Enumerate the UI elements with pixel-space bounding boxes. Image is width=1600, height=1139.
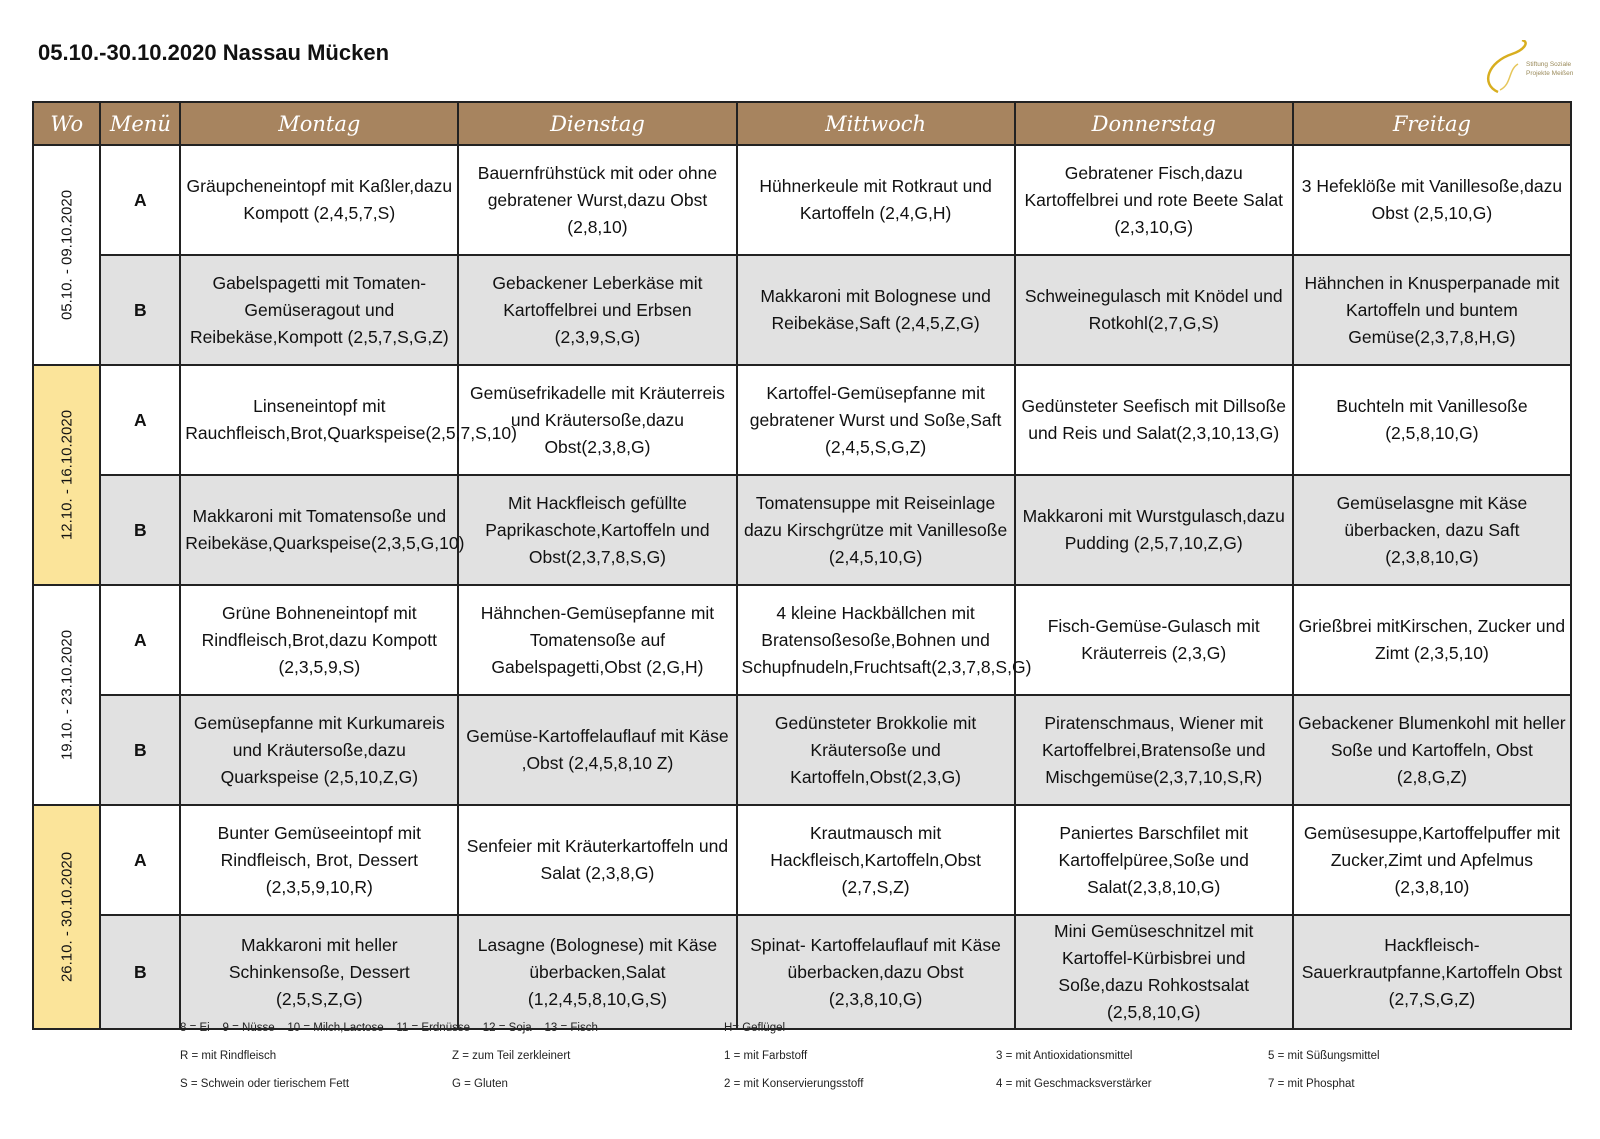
header-donnerstag: Donnerstag — [1015, 102, 1293, 145]
dish-cell: Gräupcheneintopf mit Kaßler,dazu Kompott (2,4,5,7,S) — [180, 145, 458, 255]
header-row — [33, 102, 1571, 145]
legend-geschmack: 4 = mit Geschmacksverstärker — [996, 1078, 1152, 1090]
week-cell — [33, 585, 100, 805]
menu-letter: A — [100, 145, 180, 255]
week-cell — [33, 365, 100, 585]
week-cell — [33, 145, 100, 365]
table-row — [33, 255, 1571, 365]
dish-cell: Paniertes Barschfilet mit Kartoffelpüree,Soße und Salat(2,3,8,10,G) — [1015, 805, 1293, 915]
legend-farbstoff: 1 = mit Farbstoff — [724, 1050, 808, 1062]
dish-cell: Hackfleisch-Sauerkrautpfanne,Kartoffeln Obst (2,7,S,G,Z) — [1293, 915, 1571, 1029]
table-row — [33, 475, 1571, 585]
dish-cell: Gemüsepfanne mit Kurkumareis und Kräutersoße,dazu Quarkspeise (2,5,10,Z,G) — [180, 695, 458, 805]
dish-cell: 3 Hefeklöße mit Vanillesoße,dazu Obst (2,5,10,G) — [1293, 145, 1571, 255]
dish-cell: Kartoffel-Gemüsepfanne mit gebratener Wurst und Soße,Saft (2,4,5,S,G,Z) — [737, 365, 1015, 475]
table-row — [33, 145, 1571, 255]
dish-cell: Makkaroni mit Wurstgulasch,dazu Pudding (2,5,7,10,Z,G) — [1015, 475, 1293, 585]
menu-letter: A — [100, 805, 180, 915]
dish-cell: Gemüsesuppe,Kartoffelpuffer mit Zucker,Zimt und Apfelmus (2,3,8,10) — [1293, 805, 1571, 915]
dish-cell: Buchteln mit Vanillesoße (2,5,8,10,G) — [1293, 365, 1571, 475]
menu-letter: A — [100, 585, 180, 695]
dish-cell: Gabelspagetti mit Tomaten-Gemüseragout und Reibekäse,Kompott (2,5,7,S,G,Z) — [180, 255, 458, 365]
dish-cell: Fisch-Gemüse-Gulasch mit Kräuterreis (2,3,G) — [1015, 585, 1293, 695]
week-cell — [33, 805, 100, 1029]
table-row — [33, 365, 1571, 475]
dish-cell: Gedünsteter Brokkolie mit Kräutersoße und Kartoffeln,Obst(2,3,G) — [737, 695, 1015, 805]
dish-cell: Krautmausch mit Hackfleisch,Kartoffeln,Obst (2,7,S,Z) — [737, 805, 1015, 915]
table-row — [33, 585, 1571, 695]
week-label: 12.10. - 16.10.2020 — [58, 409, 76, 541]
dish-cell: Hühnerkeule mit Rotkraut und Kartoffeln (2,4,G,H) — [737, 145, 1015, 255]
dish-cell: Gebratener Fisch,dazu Kartoffelbrei und rote Beete Salat (2,3,10,G) — [1015, 145, 1293, 255]
dish-cell: Gedünsteter Seefisch mit Dillsoße und Reis und Salat(2,3,10,13,G) — [1015, 365, 1293, 475]
table-row — [33, 805, 1571, 915]
dish-cell: Gebackener Blumenkohl mit heller Soße und Kartoffeln, Obst (2,8,G,Z) — [1293, 695, 1571, 805]
legend-rind: R = mit Rindfleisch — [180, 1050, 277, 1062]
legend-gluten: G = Gluten — [452, 1078, 508, 1090]
logo-line-2: Projekte Meißen — [1526, 70, 1574, 77]
menu-letter: B — [100, 915, 180, 1029]
dish-cell: Bunter Gemüseeintopf mit Rindfleisch, Brot, Dessert (2,3,5,9,10,R) — [180, 805, 458, 915]
legend-allergens: 8 = Ei 9 = Nüsse 10 = Milch,Lactose 11 = Erdnüsse 12 = Soja 13 = Fisch — [180, 1022, 598, 1034]
dish-cell: Bauernfrühstück mit oder ohne gebratener Wurst,dazu Obst (2,8,10) — [458, 145, 736, 255]
dish-cell: Mini Gemüseschnitzel mit Kartoffel-Kürbisbrei und Soße,dazu Rohkostsalat (2,5,8,10,G) — [1015, 915, 1293, 1029]
dish-cell: Gemüse-Kartoffelauflauf mit Käse ,Obst (2,4,5,8,10 Z) — [458, 695, 736, 805]
header-montag: Montag — [180, 102, 458, 145]
dish-cell: Gemüselasgne mit Käse überbacken, dazu Saft (2,3,8,10,G) — [1293, 475, 1571, 585]
week-label: 19.10. - 23.10.2020 — [58, 629, 76, 761]
dish-cell: Hähnchen in Knusperpanade mit Kartoffeln und buntem Gemüse(2,3,7,8,H,G) — [1293, 255, 1571, 365]
menu-letter: B — [100, 475, 180, 585]
header-mittwoch: Mittwoch — [737, 102, 1015, 145]
dish-cell: Gebackener Leberkäse mit Kartoffelbrei und Erbsen (2,3,9,S,G) — [458, 255, 736, 365]
legend-zerkleinert: Z = zum Teil zerkleinert — [452, 1050, 571, 1062]
legend-konservierung: 2 = mit Konservierungsstoff — [724, 1078, 864, 1090]
dish-cell: Gemüsefrikadelle mit Kräuterreis und Kräutersoße,dazu Obst(2,3,8,G) — [458, 365, 736, 475]
logo — [1478, 40, 1578, 100]
dish-cell: Grießbrei mitKirschen, Zucker und Zimt (2,3,5,10) — [1293, 585, 1571, 695]
legend-suess: 5 = mit Süßungsmittel — [1268, 1050, 1380, 1062]
dish-cell: Hähnchen-Gemüsepfanne mit Tomatensoße auf Gabelspagetti,Obst (2,G,H) — [458, 585, 736, 695]
menu-letter: B — [100, 255, 180, 365]
header-dienstag: Dienstag — [458, 102, 736, 145]
dish-cell: Spinat- Kartoffelauflauf mit Käse überbacken,dazu Obst (2,3,8,10,G) — [737, 915, 1015, 1029]
dish-cell: Linseneintopf mit Rauchfleisch,Brot,Quarkspeise(2,5,7,S,10) — [180, 365, 458, 475]
legend-phosphat: 7 = mit Phosphat — [1268, 1078, 1355, 1090]
week-label: 05.10. - 09.10.2020 — [58, 189, 76, 321]
header-week: Wo — [33, 102, 100, 145]
dish-cell: Lasagne (Bolognese) mit Käse überbacken,Salat (1,2,4,5,8,10,G,S) — [458, 915, 736, 1029]
dish-cell: Piratenschmaus, Wiener mit Kartoffelbrei,Bratensoße und Mischgemüse(2,3,7,10,S,R) — [1015, 695, 1293, 805]
dish-cell: 4 kleine Hackbällchen mit Bratensoßesoße,Bohnen und Schupfnudeln,Fruchtsaft(2,3,7,8,S,G) — [737, 585, 1015, 695]
table-row — [33, 915, 1571, 1029]
legend-schwein: S = Schwein oder tierischem Fett — [180, 1078, 350, 1090]
menu-table — [32, 101, 1572, 1030]
menu-letter: B — [100, 695, 180, 805]
dish-cell: Makkaroni mit heller Schinkensoße, Dessert (2,5,S,Z,G) — [180, 915, 458, 1029]
dish-cell: Grüne Bohneneintopf mit Rindfleisch,Brot,dazu Kompott (2,3,5,9,S) — [180, 585, 458, 695]
header-menu: Menü — [100, 102, 180, 145]
legend-gefluegel: H= Geflügel — [724, 1022, 786, 1034]
menu-letter: A — [100, 365, 180, 475]
table-row — [33, 695, 1571, 805]
page-title: 05.10.-30.10.2020 Nassau Mücken — [38, 40, 390, 65]
dish-cell: Tomatensuppe mit Reiseinlage dazu Kirschgrütze mit Vanillesoße (2,4,5,10,G) — [737, 475, 1015, 585]
logo-line-1: Stiftung Soziale — [1526, 61, 1572, 68]
logo-text — [1526, 60, 1573, 78]
dish-cell: Makkaroni mit Tomatensoße und Reibekäse,Quarkspeise(2,3,5,G,10) — [180, 475, 458, 585]
dish-cell: Schweinegulasch mit Knödel und Rotkohl(2,7,G,S) — [1015, 255, 1293, 365]
legend-antioxidation: 3 = mit Antioxidationsmittel — [996, 1050, 1133, 1062]
dish-cell: Mit Hackfleisch gefüllte Paprikaschote,Kartoffeln und Obst(2,3,7,8,S,G) — [458, 475, 736, 585]
dish-cell: Senfeier mit Kräuterkartoffeln und Salat (2,3,8,G) — [458, 805, 736, 915]
dish-cell: Makkaroni mit Bolognese und Reibekäse,Saft (2,4,5,Z,G) — [737, 255, 1015, 365]
header-freitag: Freitag — [1293, 102, 1571, 145]
week-label: 26.10. - 30.10.2020 — [58, 851, 76, 983]
